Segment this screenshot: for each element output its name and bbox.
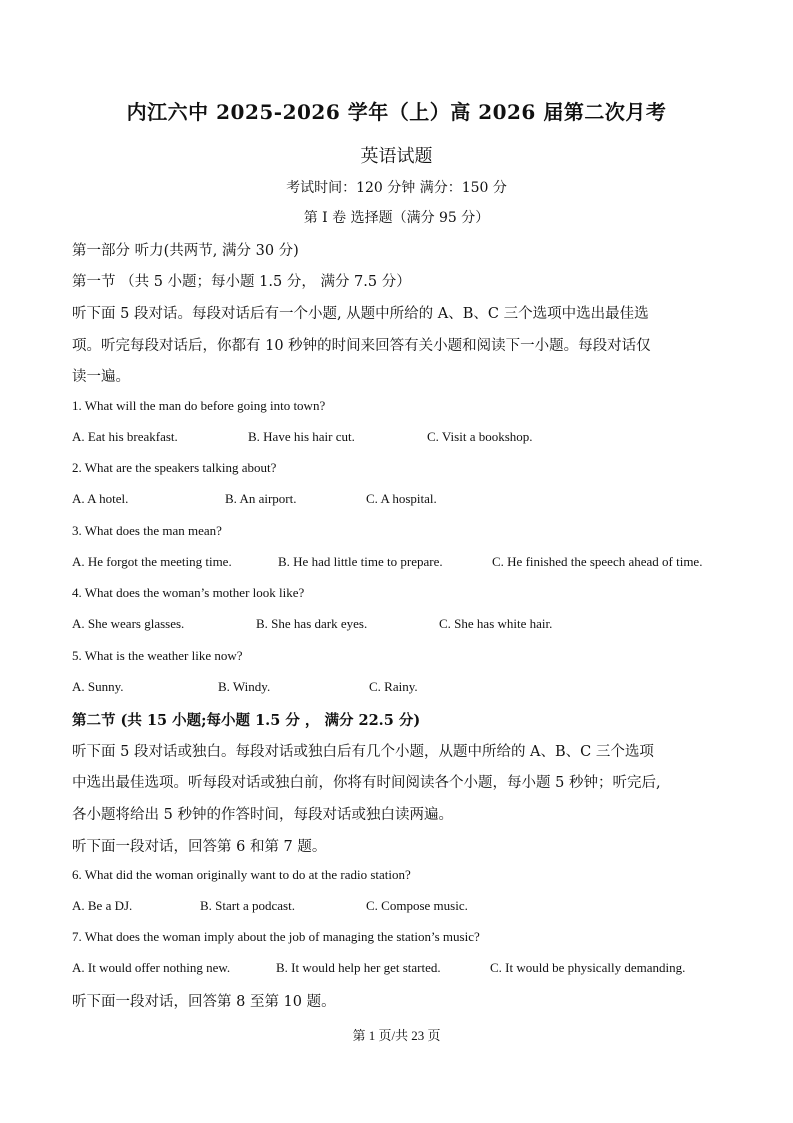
option-a: A. Be a DJ. [72, 898, 133, 913]
option-c: C. Rainy. [369, 679, 418, 694]
option-a: A. He forgot the meeting time. [72, 554, 232, 569]
question-1-options [72, 429, 752, 447]
section2-instruction-line-3: 各小题将给出 5 秒钟的作答时间，每段对话或独白读两遍。 [72, 807, 453, 823]
option-c: C. She has white hair. [439, 616, 553, 631]
question-3-options [72, 554, 752, 572]
option-b: B. He had little time to prepare. [278, 554, 443, 569]
option-b: B. Have his hair cut. [248, 429, 355, 444]
section2-instruction-line-1: 听下面 5 段对话或独白。每段对话或独白后有几个小题，从题中所给的 A、B、C 三个选项 [72, 744, 654, 760]
option-c: C. It would be physically demanding. [490, 960, 686, 975]
exam-info: 考试时间：120 分钟 满分：150 分 [286, 180, 507, 196]
section1-heading: 第一节 （共 5 小题；每小题 1.5 分， 满分 7.5 分） [72, 274, 411, 290]
dialogue-intro-1: 听下面一段对话，回答第 6 和第 7 题。 [72, 839, 327, 855]
option-b: B. She has dark eyes. [256, 616, 368, 631]
volume-title: 第 I 卷 选择题（满分 95 分） [303, 210, 490, 226]
option-c: C. He finished the speech ahead of time. [492, 554, 703, 569]
part1-heading: 第一部分 听力(共两节, 满分 30 分) [72, 243, 299, 259]
section1-instruction-line-1: 听下面 5 段对话。每段对话后有一个小题, 从题中所给的 A、B、C 三个选项中选出最佳选 [72, 306, 649, 322]
question-4: 4. What does the woman’s mother look like? [72, 585, 305, 600]
option-a: A. She wears glasses. [72, 616, 185, 631]
option-c: C. Visit a bookshop. [427, 429, 533, 444]
question-7-options [72, 960, 752, 978]
option-c: C. Compose music. [366, 898, 468, 913]
question-1: 1. What will the man do before going into town? [72, 398, 326, 413]
question-6: 6. What did the woman originally want to do at the radio station? [72, 867, 411, 882]
section1-instruction-line-2: 项。听完每段对话后，你都有 10 秒钟的时间来回答有关小题和阅读下一小题。每段对话仅 [72, 338, 651, 354]
subject-title: 英语试题 [360, 146, 433, 167]
option-a: A. Eat his breakfast. [72, 429, 178, 444]
exam-title: 内江六中 2025-2026 学年（上）高 2026 届第二次月考 [126, 100, 667, 124]
question-2: 2. What are the speakers talking about? [72, 460, 277, 475]
question-5-options [72, 679, 752, 697]
question-7: 7. What does the woman imply about the job of managing the station’s music? [72, 929, 480, 944]
page-number: 第 1 页/共 23 页 [352, 1028, 441, 1043]
option-b: B. Start a podcast. [200, 898, 295, 913]
question-6-options [72, 898, 752, 916]
section1-instruction-line-3: 读一遍。 [72, 369, 130, 385]
option-a: A. Sunny. [72, 679, 124, 694]
section2-instruction-line-2: 中选出最佳选项。听每段对话或独白前，你将有时间阅读各个小题，每小题 5 秒钟；听完后, [72, 775, 661, 791]
option-b: B. Windy. [218, 679, 271, 694]
option-b: B. It would help her get started. [276, 960, 441, 975]
option-b: B. An airport. [225, 491, 297, 506]
option-a: A. It would offer nothing new. [72, 960, 231, 975]
option-c: C. A hospital. [366, 491, 437, 506]
question-2-options [72, 491, 752, 509]
option-a: A. A hotel. [72, 491, 129, 506]
section2-heading: 第二节 (共 15 小题;每小题 1.5 分 ， 满分 22.5 分) [72, 712, 421, 729]
question-5: 5. What is the weather like now? [72, 648, 243, 663]
dialogue-intro-2: 听下面一段对话，回答第 8 至第 10 题。 [72, 994, 336, 1010]
question-4-options [72, 616, 752, 634]
question-3: 3. What does the man mean? [72, 523, 222, 538]
